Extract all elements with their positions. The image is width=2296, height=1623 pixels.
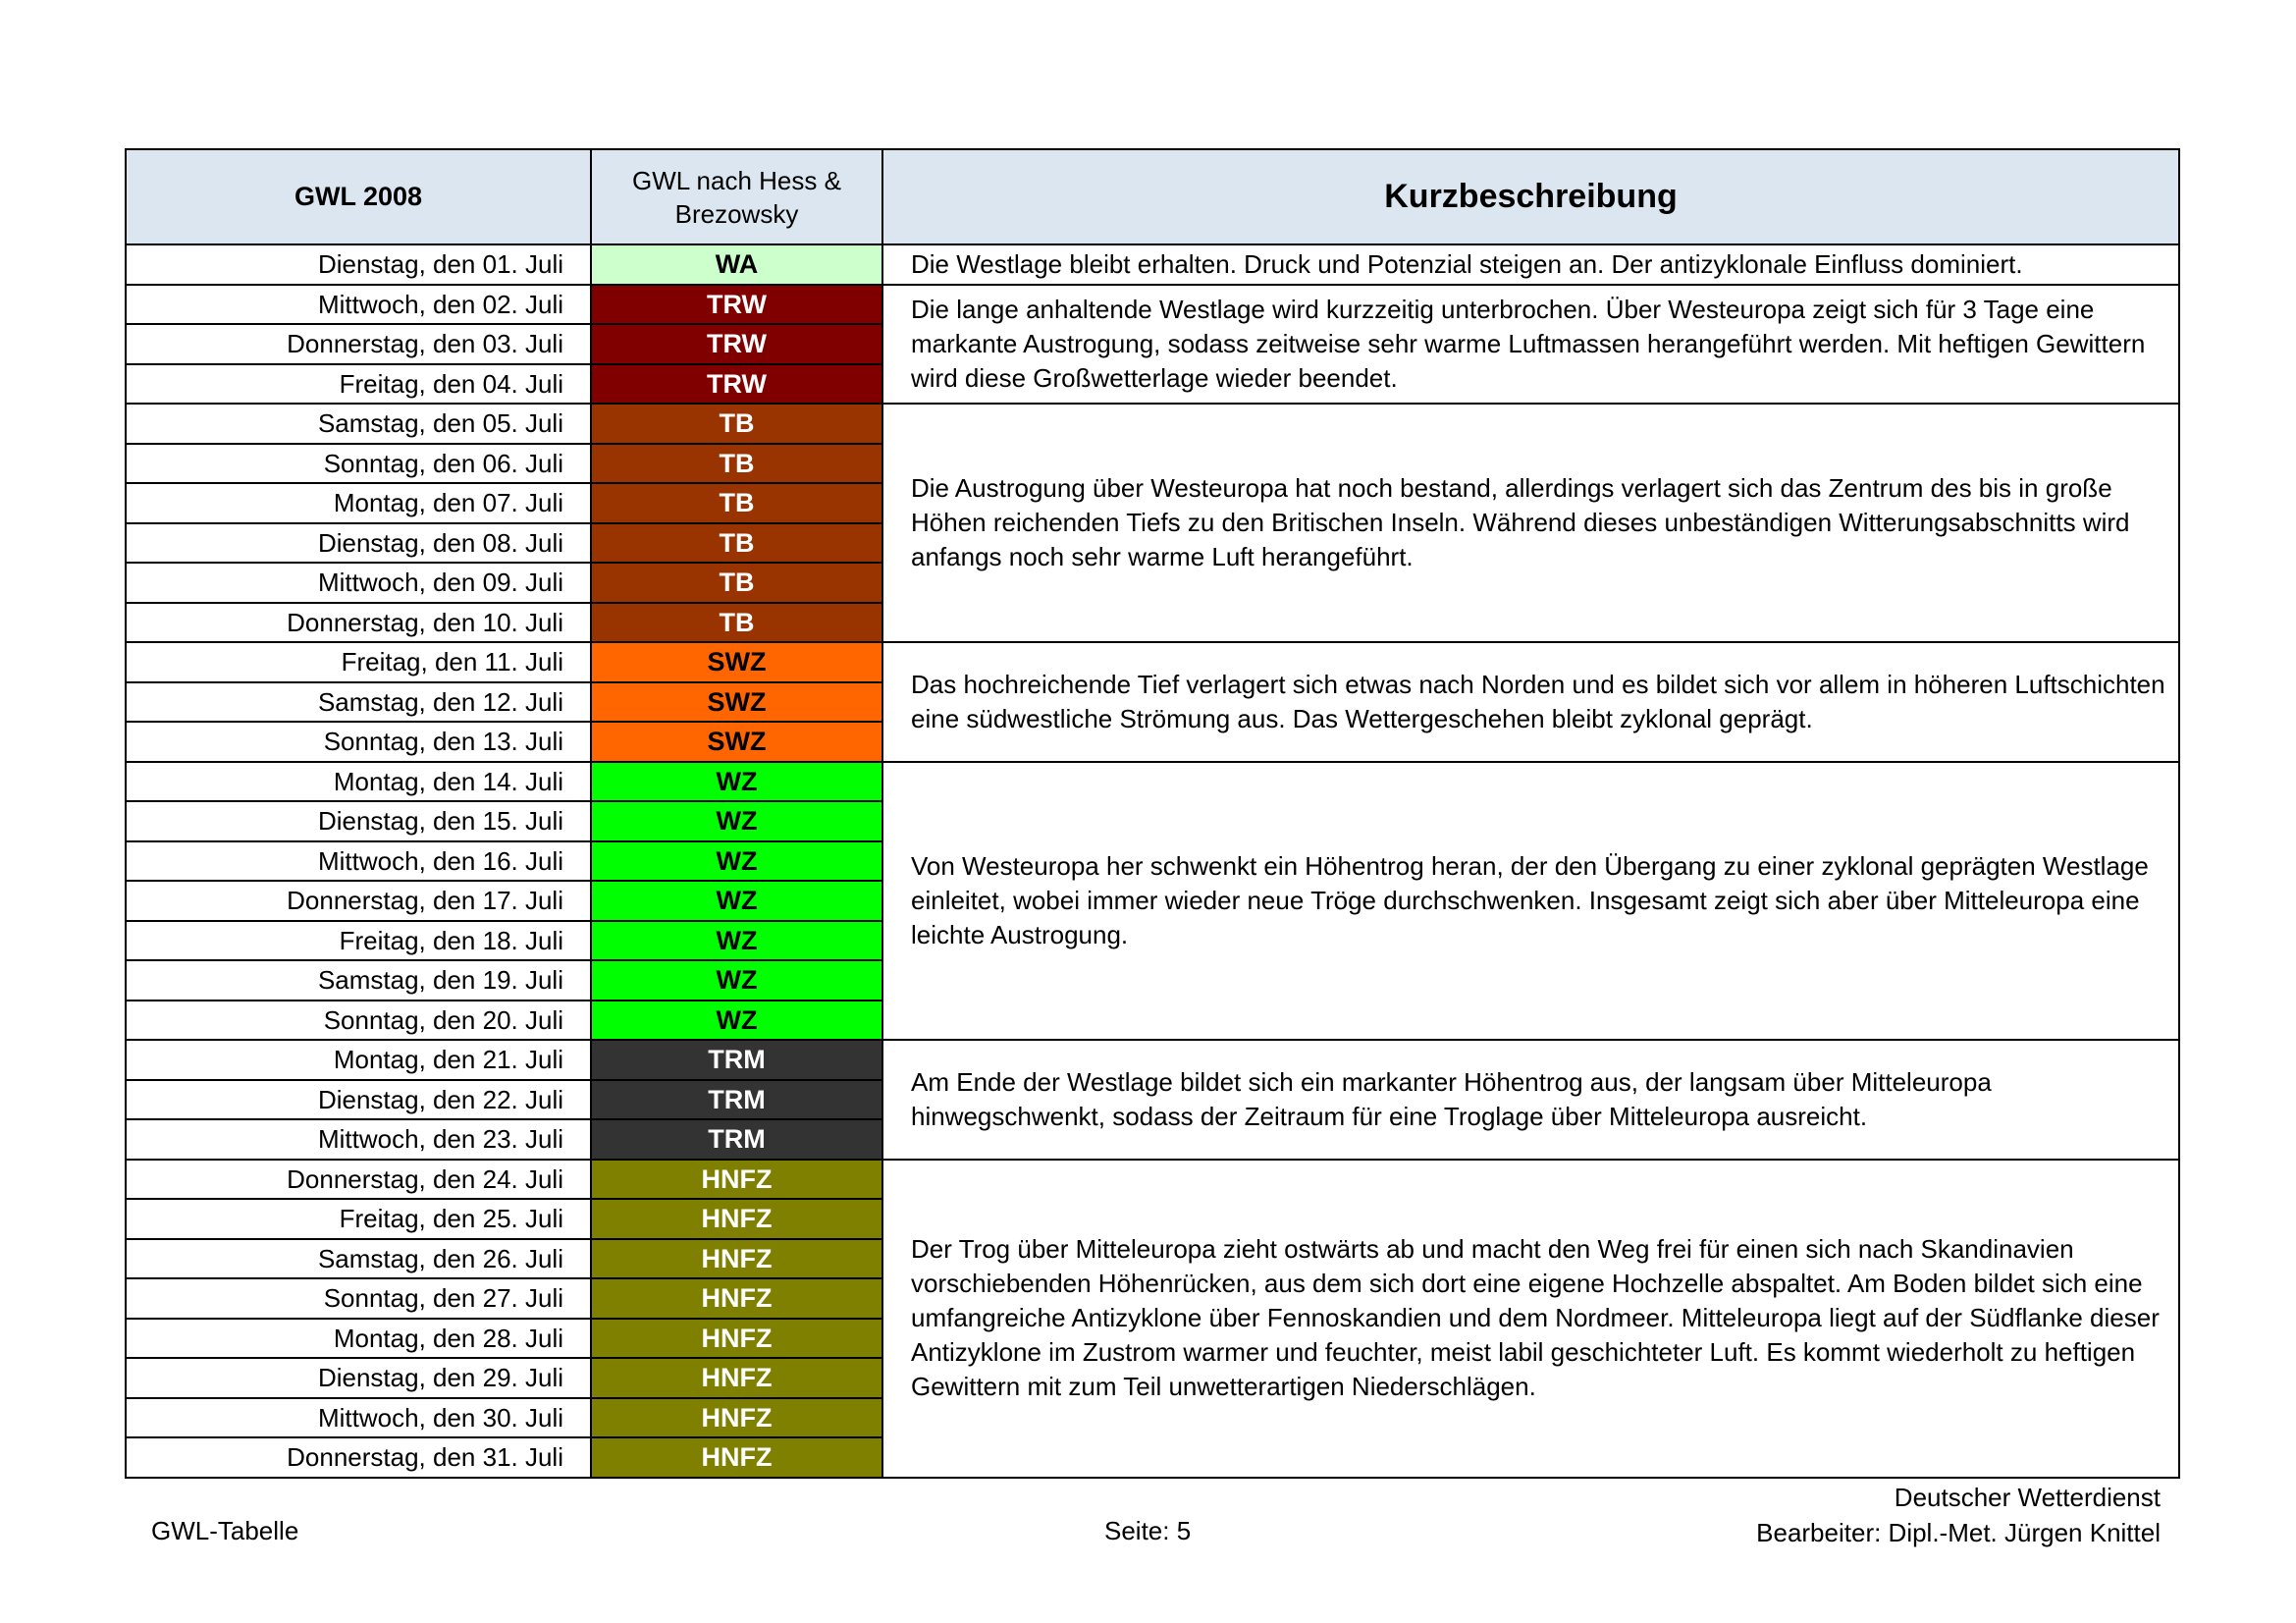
table-row	[126, 285, 2179, 325]
gwl-code-cell: TB	[591, 523, 882, 564]
gwl-code-cell: WZ	[591, 1001, 882, 1041]
gwl-code-cell: WZ	[591, 881, 882, 921]
date-cell: Mittwoch, den 02. Juli	[126, 285, 591, 325]
header-row	[126, 149, 2179, 244]
gwl-code-cell: WZ	[591, 762, 882, 802]
date-cell: Dienstag, den 29. Juli	[126, 1358, 591, 1398]
date-cell: Samstag, den 12. Juli	[126, 682, 591, 723]
gwl-code-cell: TRM	[591, 1040, 882, 1080]
date-cell: Samstag, den 26. Juli	[126, 1239, 591, 1279]
date-cell: Samstag, den 05. Juli	[126, 404, 591, 444]
date-cell: Mittwoch, den 23. Juli	[126, 1119, 591, 1160]
date-cell: Sonntag, den 13. Juli	[126, 722, 591, 762]
footer-page-number: Seite: 5	[1104, 1516, 1192, 1545]
table-row	[126, 762, 2179, 802]
date-cell: Mittwoch, den 09. Juli	[126, 563, 591, 603]
date-cell: Freitag, den 25. Juli	[126, 1199, 591, 1239]
description-cell: Die Austrogung über Westeuropa hat noch bestand, allerdings verlagert sich das Zentrum des bis in große Höhen reichenden Tiefs zu den Britischen Inseln. Während dieses unbeständigen Witterungsabschnitts wird anfangs noch sehr warme Luft herangeführt.	[882, 404, 2179, 642]
date-cell: Donnerstag, den 31. Juli	[126, 1437, 591, 1478]
table-row	[126, 1040, 2179, 1080]
gwl-code-cell: HNFZ	[591, 1398, 882, 1438]
header-description: Kurzbeschreibung	[882, 149, 2179, 244]
date-cell: Donnerstag, den 10. Juli	[126, 603, 591, 643]
gwl-code-cell: TRW	[591, 324, 882, 364]
gwl-table	[125, 148, 2180, 1479]
description-cell: Die Westlage bleibt erhalten. Druck und Potenzial steigen an. Der antizyklonale Einfluss dominiert.	[882, 244, 2179, 285]
date-cell: Donnerstag, den 03. Juli	[126, 324, 591, 364]
table-row	[126, 404, 2179, 444]
table-row	[126, 244, 2179, 285]
gwl-code-cell: HNFZ	[591, 1319, 882, 1359]
gwl-code-cell: TB	[591, 603, 882, 643]
gwl-code-cell: SWZ	[591, 682, 882, 723]
gwl-code-cell: TB	[591, 563, 882, 603]
date-cell: Sonntag, den 20. Juli	[126, 1001, 591, 1041]
footer-doc-title: GWL-Tabelle	[151, 1516, 299, 1545]
table-row	[126, 1160, 2179, 1200]
date-cell: Montag, den 28. Juli	[126, 1319, 591, 1359]
description-cell: Der Trog über Mitteleuropa zieht ostwärts ab und macht den Weg frei für einen sich nach Skandinavien vorschiebenden Höhenrücken, aus dem sich dort eine eigene Hochzelle abspaltet. Am Boden bildet sich eine umfangreiche Antizyklone über Fennoskandien und dem Nordmeer. Mitteleuropa liegt auf der Südflanke dieser Antizyklone im Zustrom warmer und feuchter, meist labil geschichteter Luft. Es kommt wiederholt zu heftigen Gewittern mit zum Teil unwetterartigen Niederschlägen.	[882, 1160, 2179, 1478]
footer-editor: Bearbeiter: Dipl.-Met. Jürgen Knittel	[1756, 1518, 2161, 1547]
gwl-code-cell: TRM	[591, 1080, 882, 1120]
gwl-code-cell: HNFZ	[591, 1358, 882, 1398]
gwl-code-cell: HNFZ	[591, 1199, 882, 1239]
gwl-code-cell: TB	[591, 404, 882, 444]
date-cell: Montag, den 14. Juli	[126, 762, 591, 802]
gwl-code-cell: WA	[591, 244, 882, 285]
gwl-code-cell: HNFZ	[591, 1239, 882, 1279]
gwl-code-cell: WZ	[591, 921, 882, 961]
table-row	[126, 642, 2179, 682]
date-cell: Montag, den 07. Juli	[126, 483, 591, 523]
footer-organization: Deutscher Wetterdienst	[1894, 1483, 2161, 1512]
date-cell: Freitag, den 04. Juli	[126, 364, 591, 405]
date-cell: Freitag, den 11. Juli	[126, 642, 591, 682]
date-cell: Mittwoch, den 16. Juli	[126, 841, 591, 882]
gwl-code-cell: TB	[591, 483, 882, 523]
table-body	[126, 244, 2179, 1478]
gwl-code-cell: SWZ	[591, 722, 882, 762]
date-cell: Samstag, den 19. Juli	[126, 960, 591, 1001]
description-cell: Am Ende der Westlage bildet sich ein markanter Höhentrog aus, der langsam über Mitteleuropa hinwegschwenkt, sodass der Zeitraum für eine Troglage über Mitteleuropa ausreicht.	[882, 1040, 2179, 1160]
date-cell: Sonntag, den 27. Juli	[126, 1278, 591, 1319]
date-cell: Dienstag, den 22. Juli	[126, 1080, 591, 1120]
gwl-code-cell: TRW	[591, 285, 882, 325]
gwl-code-cell: TB	[591, 444, 882, 484]
description-cell: Das hochreichende Tief verlagert sich etwas nach Norden und es bildet sich vor allem in höheren Luftschichten eine südwestliche Strömung aus. Das Wettergeschehen bleibt zyklonal geprägt.	[882, 642, 2179, 762]
description-cell: Von Westeuropa her schwenkt ein Höhentrog heran, der den Übergang zu einer zyklonal geprägten Westlage einleitet, wobei immer wieder neue Tröge durchschwenken. Insgesamt zeigt sich aber über Mitteleuropa eine leichte Austrogung.	[882, 762, 2179, 1041]
date-cell: Dienstag, den 08. Juli	[126, 523, 591, 564]
gwl-code-cell: WZ	[591, 841, 882, 882]
gwl-code-cell: HNFZ	[591, 1160, 882, 1200]
gwl-code-cell: TRW	[591, 364, 882, 405]
date-cell: Dienstag, den 15. Juli	[126, 801, 591, 841]
gwl-code-cell: SWZ	[591, 642, 882, 682]
gwl-code-cell: TRM	[591, 1119, 882, 1160]
date-cell: Sonntag, den 06. Juli	[126, 444, 591, 484]
description-cell: Die lange anhaltende Westlage wird kurzzeitig unterbrochen. Über Westeuropa zeigt sich für 3 Tage eine markante Austrogung, sodass zeitweise sehr warme Luftmassen herangeführt werden. Mit heftigen Gewittern wird diese Großwetterlage wieder beendet.	[882, 285, 2179, 405]
date-cell: Dienstag, den 01. Juli	[126, 244, 591, 285]
header-year: GWL 2008	[126, 149, 591, 244]
date-cell: Donnerstag, den 24. Juli	[126, 1160, 591, 1200]
date-cell: Donnerstag, den 17. Juli	[126, 881, 591, 921]
date-cell: Montag, den 21. Juli	[126, 1040, 591, 1080]
gwl-code-cell: WZ	[591, 801, 882, 841]
header-gwl: GWL nach Hess & Brezowsky	[591, 149, 882, 244]
gwl-code-cell: WZ	[591, 960, 882, 1001]
date-cell: Freitag, den 18. Juli	[126, 921, 591, 961]
gwl-code-cell: HNFZ	[591, 1437, 882, 1478]
date-cell: Mittwoch, den 30. Juli	[126, 1398, 591, 1438]
gwl-code-cell: HNFZ	[591, 1278, 882, 1319]
